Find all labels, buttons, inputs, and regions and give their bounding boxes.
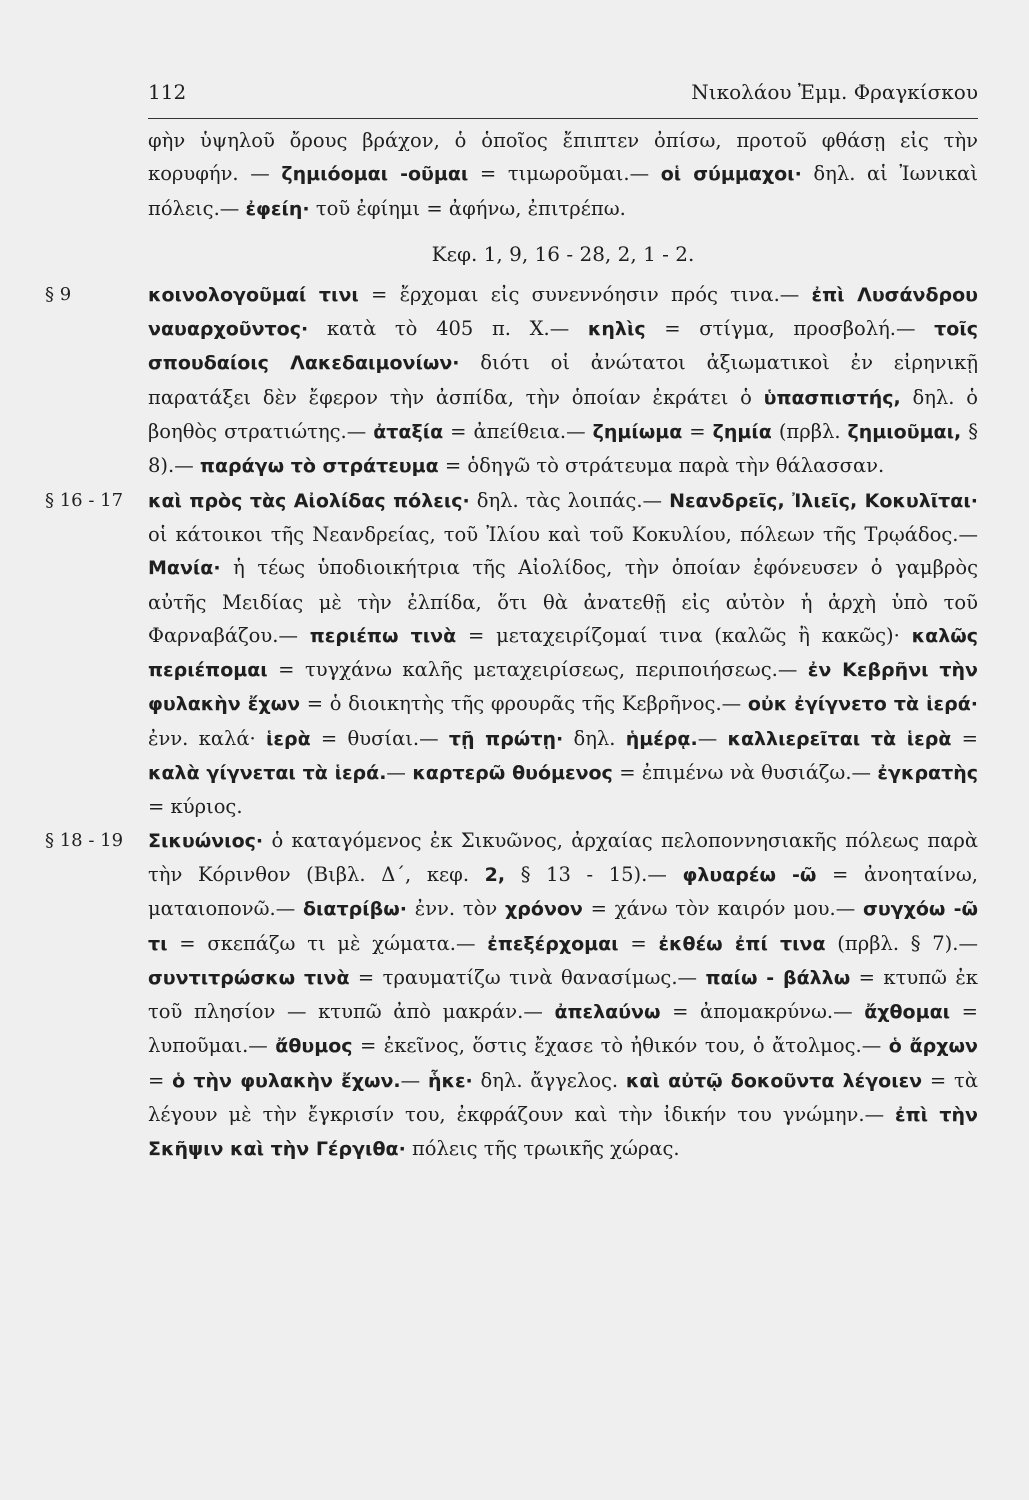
gloss-text: = ὁ διοικητὴς τῆς φρουρᾶς τῆς Κεβρῆνος.— (300, 692, 748, 716)
page-number: 112 (148, 80, 187, 104)
lemma-term: Νεανδρεῖς, Ἰλιεῖς, Κοκυλῖται· (669, 489, 978, 512)
gloss-text: = ἀπείθεια.— (443, 420, 593, 444)
lemma-term: ἀπελαύνω (554, 1001, 661, 1024)
section-paragraph (45, 484, 979, 824)
lemma-term: ἄχθομαι (864, 1001, 951, 1024)
gloss-text: ὁ καταγόμενος ἐκ Σικυῶνος, ἀρχαίας πελοποννησιακῆς πόλεως παρὰ τὴν Κόρινθον (Βιβλ. Δ΄, κεφ. (148, 828, 978, 886)
gloss-text: διότι οἱ ἀνώτατοι ἀξιωματικοὶ ἐν εἰρηνικῇ παρατάξει δὲν ἔφερον τὴν ἀσπίδα, τὴν ὁποίαν ἐκράτει ὁ (148, 351, 979, 409)
lemma-term: ζημιοῦμαι, (847, 421, 962, 444)
gloss-text: = κύριος. (148, 795, 243, 819)
gloss-text: οἱ κάτοικοι τῆς Νεανδρείας, τοῦ Ἰλίου καὶ τοῦ Κοκυλίου, πόλεων τῆς Τρῳάδος.— (148, 522, 978, 546)
gloss-text: = ἀπομακρύνω.— (660, 1000, 865, 1024)
gloss-text: § 8).— (148, 420, 978, 478)
gloss-text: = τὰ λέγουν μὲ τὴν ἔγκρισίν του, ἐκφράζουν καὶ τὴν ἰδικήν του γνώμην.— (148, 1068, 978, 1127)
lemma-term: χρόνον (505, 898, 583, 921)
lemma-term: κοινολογοῦμαί τινι (148, 283, 359, 306)
lemma-term: καρτερῶ θυόμενος (412, 762, 613, 785)
gloss-text: = ὁδηγῶ τὸ στράτευμα παρὰ τὴν θάλασσαν. (438, 454, 885, 478)
section-label: § 9 (45, 283, 72, 305)
gloss-text: = μεταχειρίζομαί τινα (καλῶς ἢ κακῶς)· (456, 623, 912, 647)
running-head: Νικολάου Ἐμμ. Φραγκίσκου (691, 80, 978, 104)
lemma-term: 2, (484, 863, 506, 886)
lemma-term: ζημιόομαι -οῦμαι (281, 163, 469, 186)
gloss-text: (πρβλ. § 7).— (825, 931, 978, 955)
lemma-term: τῇ πρώτῃ· (448, 727, 564, 750)
section-paragraph (45, 278, 979, 484)
section-text (148, 489, 978, 819)
gloss-text: = στίγμα, προσβολή.— (645, 317, 935, 341)
lemma-term: ἐν Κεβρῆνι τὴν φυλακὴν ἔχων (148, 659, 978, 716)
gloss-text: § 13 - 15).— (505, 862, 683, 886)
lemma-term: καὶ πρὸς τὰς Αἰολίδας πόλεις· (148, 489, 470, 512)
gloss-text: δηλ. (563, 726, 626, 750)
gloss-text: δηλ. ἄγγελος. (472, 1068, 626, 1092)
gloss-text: δηλ. αἱ Ἰωνικαὶ πόλεις.— (148, 162, 978, 220)
lemma-term: καλῶς περιέπομαι (148, 624, 978, 682)
lemma-term: ἄθυμος (275, 1035, 353, 1058)
gloss-text: = (682, 420, 713, 444)
lemma-term: παίω - βάλλω (705, 966, 851, 989)
lemma-term: ἱερὰ (266, 727, 311, 750)
lemma-term: ἐκθέω ἐπί τινα (658, 932, 826, 955)
lemma-term: διατρίβω· (302, 898, 407, 921)
page-header (148, 80, 978, 114)
lemma-term: καλλιερεῖται τὰ ἱερὰ (727, 727, 952, 750)
lemma-term: παράγω τὸ στράτευμα (199, 455, 439, 478)
gloss-text: = τιμωροῦμαι.— (468, 162, 661, 186)
gloss-text: — (400, 1068, 428, 1092)
gloss-text: ἡ τέως ὑποδιοικήτρια τῆς Αἰολίδος, τὴν ὁποίαν ἐφόνευσεν ὁ γαμβρὸς αὐτῆς Μειδίας μὲ τὴν ἐλπίδα, ὅτι θὰ ἀνατεθῇ εἰς αὐτὸν ἡ ἀρχὴ ὑπὸ τοῦ Φαρναβάζου.— (148, 556, 978, 647)
gloss-text: = τυγχάνω καλῆς μεταχειρίσεως, περιποιήσεως.— (267, 658, 808, 682)
gloss-text: πόλεις τῆς τρωικῆς χώρας. (405, 1137, 680, 1161)
lemma-term: κηλὶς (587, 318, 646, 341)
lemma-term: ἐφείη· (245, 197, 310, 220)
lemma-term: καλὰ γίγνεται τὰ ἱερά. (148, 762, 387, 785)
gloss-text: = χάνω τὸν καιρόν μου.— (582, 897, 864, 921)
gloss-text: = (148, 1068, 173, 1092)
commentary-body (0, 124, 1029, 1167)
gloss-text: = σκεπάζω τι μὲ χώματα.— (167, 931, 488, 955)
lemma-term: ζημίωμα (592, 421, 683, 444)
gloss-text: ἐνν. τὸν (406, 897, 506, 921)
lemma-term: περιέπω τινὰ (309, 624, 457, 647)
gloss-text: — (386, 761, 413, 785)
lemma-term: οὐκ ἐγίγνετο τὰ ἱερά· (747, 693, 978, 716)
gloss-text: φὴν ὑψηλοῦ ὄρους βράχον, ὁ ὁποῖος ἔπιπτεν ὀπίσω, προτοῦ φθάσῃ εἰς τὴν κορυφήν. — (148, 129, 978, 186)
gloss-text: = (951, 726, 978, 750)
lemma-term: ἐπὶ Λυσάνδρου ναυαρχοῦντος· (148, 283, 979, 341)
gloss-text: = ἀνοηταίνω, ματαιοπονῶ.— (148, 862, 978, 921)
lemma-term: ὁ ἄρχων (888, 1035, 978, 1058)
lemma-term: ἀταξία (373, 421, 444, 444)
lemma-term: φλυαρέω -ῶ (682, 863, 817, 886)
section-text (148, 283, 978, 477)
gloss-text: (πρβλ. (771, 420, 848, 444)
gloss-text: — (697, 726, 728, 750)
gloss-text: δηλ. ὁ βοηθὸς στρατιώτης.— (148, 385, 978, 444)
lemma-term: συγχόω -ῶ τι (148, 898, 978, 955)
lemma-term: ὁ τὴν φυλακὴν ἔχων. (172, 1069, 401, 1092)
gloss-text: δηλ. τὰς λοιπάς.— (469, 488, 670, 512)
gloss-text: = ἐκεῖνος, ὅστις ἔχασε τὸ ἠθικόν του, ὁ ἄτολμος.— (352, 1034, 889, 1058)
lemma-term: Μανία· (148, 557, 221, 580)
gloss-text: = λυποῦμαι.— (148, 1000, 978, 1058)
section-label: § 16 - 17 (45, 489, 124, 511)
gloss-text: = θυσίαι.— (310, 726, 449, 750)
header-rule (148, 118, 978, 119)
gloss-text: ἐνν. καλά· (148, 726, 266, 750)
gloss-text: τοῦ ἐφίημι = ἀφήνω, ἐπιτρέπω. (309, 196, 626, 220)
lemma-term: Σικυώνιος· (148, 829, 264, 852)
gloss-text: = (618, 931, 659, 955)
gloss-text: = κτυπῶ ἐκ τοῦ πλησίον — κτυπῶ ἀπὸ μακράν.— (148, 965, 978, 1024)
lemma-term: οἱ σύμμαχοι· (660, 163, 802, 186)
section-label: § 18 - 19 (45, 829, 124, 851)
gloss-text: κατὰ τὸ 405 π. Χ.— (308, 317, 588, 341)
gloss-text: = ἔρχομαι εἰς συνεννόησιν πρός τινα.— (358, 282, 812, 306)
lemma-term: ἐπεξέρχομαι (487, 932, 619, 955)
section-text (148, 829, 978, 1161)
intro-paragraph (148, 124, 978, 226)
lemma-term: τοῖς σπουδαίοις Λακεδαιμονίων· (148, 318, 978, 375)
lemma-term: ἧκε· (427, 1069, 473, 1092)
lemma-term: ὑπασπιστής, (763, 386, 901, 409)
lemma-term: ἐπὶ τὴν Σκῆψιν καὶ τὴν Γέργιθα· (148, 1104, 978, 1161)
chapter-reference: Κεφ. 1, 9, 16 - 28, 2, 1 - 2. (431, 241, 695, 266)
lemma-term: συντιτρώσκω τινὰ (148, 966, 350, 989)
lemma-term: καὶ αὐτῷ δοκοῦντα λέγοιεν (625, 1069, 923, 1092)
lemma-term: ἐγκρατὴς (877, 762, 979, 785)
lemma-term: ζημία (712, 421, 772, 444)
lemma-term: ἡμέρᾳ. (625, 727, 698, 750)
gloss-text: = τραυματίζω τινὰ θανασίμως.— (349, 965, 706, 989)
section-paragraph (45, 824, 978, 1167)
gloss-text: = ἐπιμένω νὰ θυσιάζω.— (612, 761, 878, 785)
